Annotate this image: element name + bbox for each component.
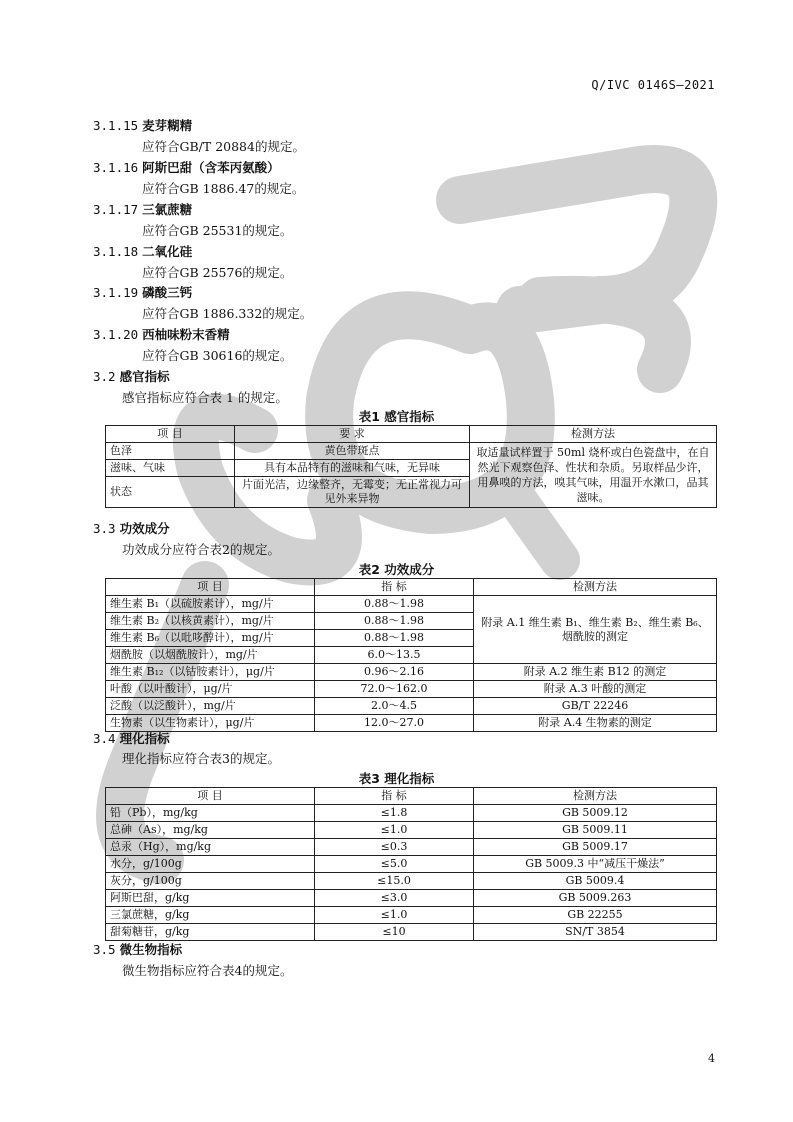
table-header: 检测方法: [474, 788, 717, 805]
table-cell: 0.96～2.16: [315, 664, 474, 681]
table-cell: GB 5009.3 中“减压干燥法”: [474, 856, 717, 873]
section-heading: 3.3 功效成分: [93, 521, 170, 536]
table-cell: 片面光洁，边缘整齐，无霉变；无正常视力可见外来异物: [235, 477, 470, 508]
clause-text: 应符合GB 30616的规定。: [142, 348, 293, 363]
table-cell: 6.0～13.5: [315, 647, 474, 664]
clause-heading: 3.1.16 阿斯巴甜（含苯丙氨酸）: [93, 160, 280, 175]
clause-text: 应符合GB 1886.47的规定。: [142, 181, 305, 196]
table-cell: 泛酸（以泛酸计），mg/片: [106, 698, 315, 715]
table-cell: 0.88～1.98: [315, 630, 474, 647]
table-cell: 阿斯巴甜，g/kg: [106, 890, 315, 907]
table-cell: ≤5.0: [315, 856, 474, 873]
table-cell: 维生素 B₂（以核黄素计），mg/片: [106, 613, 315, 630]
table-cell: 附录 A.1 维生素 B₁、维生素 B₂、维生素 B₆、烟酰胺的测定: [474, 596, 717, 664]
table-cell: 维生素 B₆（以吡哆醇计），mg/片: [106, 630, 315, 647]
clause-heading: 3.1.19 磷酸三钙: [93, 285, 193, 300]
efficacy-table: [105, 578, 717, 732]
table-cell: GB 5009.12: [474, 805, 717, 822]
table-cell: 维生素 B₁（以硫胺素计），mg/片: [106, 596, 315, 613]
section-text: 感官指标应符合表 1 的规定。: [122, 390, 288, 405]
section-text: 微生物指标应符合表4的规定。: [122, 963, 293, 978]
table-cell: 滋味、气味: [106, 460, 235, 477]
table-header: 项 目: [106, 579, 315, 596]
table-header: 检测方法: [474, 579, 717, 596]
table-cell: 黄色带斑点: [235, 443, 470, 460]
table-cell: GB 5009.4: [474, 873, 717, 890]
table-cell: 0.88～1.98: [315, 613, 474, 630]
table-cell: 附录 A.2 维生素 B12 的测定: [474, 664, 717, 681]
clause-heading: 3.1.20 西柚味粉末香精: [93, 327, 230, 342]
table-cell: ≤1.8: [315, 805, 474, 822]
table-cell: 水分，g/100g: [106, 856, 315, 873]
table-cell: 生物素（以生物素计），μg/片: [106, 715, 315, 732]
table-cell: SN/T 3854: [474, 924, 717, 941]
table-cell: ≤0.3: [315, 839, 474, 856]
table-cell: 72.0～162.0: [315, 681, 474, 698]
table-caption: 表3 理化指标: [358, 771, 435, 786]
table-cell: GB 5009.263: [474, 890, 717, 907]
table-cell: 0.88～1.98: [315, 596, 474, 613]
table-cell: 维生素 B₁₂（以钴胺素计），μg/片: [106, 664, 315, 681]
table-header: 指 标: [315, 788, 474, 805]
table-cell: 具有本品特有的滋味和气味，无异味: [235, 460, 470, 477]
table-cell: ≤10: [315, 924, 474, 941]
section-heading: 3.2 感官指标: [93, 369, 170, 384]
clause-heading: 3.1.17 三氯蔗糖: [93, 202, 193, 217]
standard-code: Q/IVC 0146S—2021: [591, 78, 715, 92]
table-cell: 铅（Pb），mg/kg: [106, 805, 315, 822]
sensory-table: [105, 425, 717, 508]
table-cell: GB/T 22246: [474, 698, 717, 715]
section-text: 功效成分应符合表2的规定。: [122, 542, 280, 557]
table-cell: 甜菊糖苷，g/kg: [106, 924, 315, 941]
clause-text: 应符合GB 25531的规定。: [142, 223, 293, 238]
table-cell: 12.0～27.0: [315, 715, 474, 732]
table-header: 检测方法: [470, 426, 717, 443]
table-cell: ≤15.0: [315, 873, 474, 890]
table-caption: 表2 功效成分: [358, 562, 435, 577]
clause-text: 应符合GB 25576的规定。: [142, 265, 293, 280]
table-cell: 烟酰胺（以烟酰胺计），mg/片: [106, 647, 315, 664]
table-header: 项 目: [106, 426, 235, 443]
table-cell: 总汞（Hg），mg/kg: [106, 839, 315, 856]
table-cell: 总砷（As），mg/kg: [106, 822, 315, 839]
table-cell: GB 5009.11: [474, 822, 717, 839]
table-cell: 状态: [106, 477, 235, 508]
clause-text: 应符合GB/T 20884的规定。: [142, 139, 305, 154]
clause-heading: 3.1.15 麦芽糊精: [93, 118, 193, 133]
section-heading: 3.4 理化指标: [93, 731, 170, 746]
table-cell: ≤3.0: [315, 890, 474, 907]
table-cell: 取适量试样置于 50ml 烧杯或白色瓷盘中，在自然光下观察色泽、性状和杂质。另取样品少许，用鼻嗅的方法，嗅其气味，用温开水漱口，品其滋味。: [470, 443, 717, 508]
page-number: 4: [708, 1052, 715, 1065]
table-header: 项 目: [106, 788, 315, 805]
table-cell: 附录 A.4 生物素的测定: [474, 715, 717, 732]
table-header: 要 求: [235, 426, 470, 443]
table-cell: GB 22255: [474, 907, 717, 924]
clause-heading: 3.1.18 二氧化硅: [93, 244, 193, 259]
table-cell: GB 5009.17: [474, 839, 717, 856]
table-cell: 色泽: [106, 443, 235, 460]
table-cell: 附录 A.3 叶酸的测定: [474, 681, 717, 698]
table-cell: 叶酸（以叶酸计），μg/片: [106, 681, 315, 698]
table-caption: 表1 感官指标: [358, 409, 435, 424]
section-heading: 3.5 微生物指标: [93, 942, 183, 957]
table-cell: 三氯蔗糖，g/kg: [106, 907, 315, 924]
clause-text: 应符合GB 1886.332的规定。: [142, 306, 313, 321]
table-cell: 灰分，g/100g: [106, 873, 315, 890]
section-text: 理化指标应符合表3的规定。: [122, 751, 280, 766]
table-cell: 2.0～4.5: [315, 698, 474, 715]
table-cell: ≤1.0: [315, 907, 474, 924]
table-cell: ≤1.0: [315, 822, 474, 839]
table-header: 指 标: [315, 579, 474, 596]
physicochemical-table: [105, 787, 717, 941]
